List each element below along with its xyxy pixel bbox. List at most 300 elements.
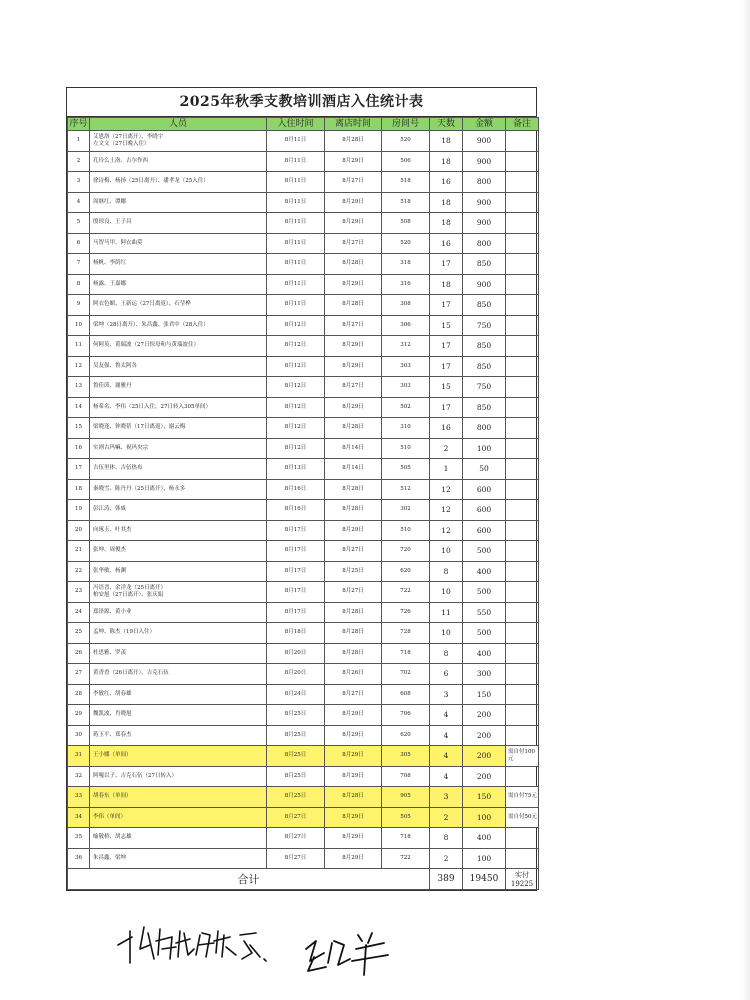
room-number: 510: [382, 438, 430, 459]
guest-names: 周继红、谭娜: [90, 192, 267, 213]
room-number: 518: [382, 192, 430, 213]
total-amount: 19450: [463, 869, 506, 890]
days-count: 16: [430, 418, 463, 439]
checkout-date: 8月29日: [325, 520, 382, 541]
checkin-date: 8月25日: [267, 746, 325, 767]
days-count: 4: [430, 746, 463, 767]
note: 需自付50元: [506, 807, 539, 828]
days-count: 1: [430, 459, 463, 480]
table-row: [68, 664, 539, 685]
checkout-date: 8月28日: [325, 479, 382, 500]
note: [506, 438, 539, 459]
amount: 600: [463, 520, 506, 541]
guest-names: 胡春东（单间）: [90, 787, 267, 808]
room-number: 718: [382, 828, 430, 849]
table-row: [68, 582, 539, 603]
amount: 850: [463, 295, 506, 316]
row-number: 8: [68, 274, 90, 295]
guest-names: 杨希名、李伟（25日入住，27日转入305单间）: [90, 397, 267, 418]
days-count: 8: [430, 828, 463, 849]
note: [506, 520, 539, 541]
amount: 200: [463, 705, 506, 726]
room-number: 620: [382, 561, 430, 582]
amount: 750: [463, 377, 506, 398]
guest-names: 彭江涛、韩威: [90, 500, 267, 521]
row-number: 9: [68, 295, 90, 316]
guest-names: 冯语晋、余洋龙（25日离开） 柏安旭（27日离开）、张庆娟: [90, 582, 267, 603]
row-number: 12: [68, 356, 90, 377]
guest-names: 鲁佳茵、谢雅丹: [90, 377, 267, 398]
note: [506, 602, 539, 623]
amount: 500: [463, 541, 506, 562]
checkin-date: 8月24日: [267, 684, 325, 705]
checkout-date: 8月27日: [325, 541, 382, 562]
guest-names: 王小娜（单间）: [90, 746, 267, 767]
note: [506, 377, 539, 398]
amount: 550: [463, 602, 506, 623]
note: [506, 643, 539, 664]
checkin-date: 8月12日: [267, 356, 325, 377]
checkin-date: 8月12日: [267, 336, 325, 357]
guest-names: 杨帆、李荫红: [90, 254, 267, 275]
guest-names: 阿嘎以子、吉克石伍（27日转入）: [90, 766, 267, 787]
checkout-date: 8月28日: [325, 500, 382, 521]
checkin-date: 8月11日: [267, 233, 325, 254]
row-number: 19: [68, 500, 90, 521]
row-number: 20: [68, 520, 90, 541]
room-number: 505: [382, 459, 430, 480]
amount: 900: [463, 151, 506, 172]
checkout-date: 8月29日: [325, 705, 382, 726]
note: [506, 684, 539, 705]
row-number: 18: [68, 479, 90, 500]
room-number: 502: [382, 397, 430, 418]
checkin-date: 8月17日: [267, 541, 325, 562]
note: [506, 766, 539, 787]
table-row: [68, 295, 539, 316]
table-row: [68, 274, 539, 295]
table-row: [68, 848, 539, 869]
days-count: 12: [430, 500, 463, 521]
days-count: 17: [430, 295, 463, 316]
checkout-date: 8月27日: [325, 233, 382, 254]
note: [506, 356, 539, 377]
note: [506, 418, 539, 439]
checkin-date: 8月18日: [267, 623, 325, 644]
amount: 150: [463, 787, 506, 808]
checkin-date: 8月12日: [267, 418, 325, 439]
checkout-date: 8月28日: [325, 131, 382, 152]
note: [506, 582, 539, 603]
room-number: 318: [382, 254, 430, 275]
checkout-date: 8月29日: [325, 336, 382, 357]
amount: 850: [463, 336, 506, 357]
row-number: 3: [68, 172, 90, 193]
room-number: 706: [382, 705, 430, 726]
days-count: 4: [430, 705, 463, 726]
days-count: 17: [430, 356, 463, 377]
checkin-date: 8月17日: [267, 561, 325, 582]
amount: 600: [463, 479, 506, 500]
table-row: [68, 828, 539, 849]
hotel-stay-table-sheet: [66, 87, 537, 891]
checkin-date: 8月25日: [267, 705, 325, 726]
row-number: 28: [68, 684, 90, 705]
note: [506, 151, 539, 172]
checkout-date: 8月29日: [325, 213, 382, 234]
checkin-date: 8月11日: [267, 192, 325, 213]
amount: 750: [463, 315, 506, 336]
row-number: 2: [68, 151, 90, 172]
table-row: [68, 356, 539, 377]
stay-table: [67, 117, 539, 890]
table-row: [68, 418, 539, 439]
checkout-date: 8月14日: [325, 459, 382, 480]
amount: 900: [463, 274, 506, 295]
checkout-date: 8月14日: [325, 438, 382, 459]
room-number: 303: [382, 356, 430, 377]
amount: 850: [463, 254, 506, 275]
days-count: 16: [430, 233, 463, 254]
amount: 100: [463, 807, 506, 828]
note: [506, 479, 539, 500]
table-row: [68, 459, 539, 480]
days-count: 8: [430, 643, 463, 664]
room-number: 620: [382, 725, 430, 746]
amount: 200: [463, 766, 506, 787]
days-count: 12: [430, 520, 463, 541]
total-days: 389: [430, 869, 463, 890]
total-paid: 实付19225: [506, 869, 539, 890]
guest-names: 实则古玛嘛、祝玛央宗: [90, 438, 267, 459]
checkin-date: 8月12日: [267, 438, 325, 459]
table-row: [68, 602, 539, 623]
checkout-date: 8月28日: [325, 254, 382, 275]
checkin-date: 8月27日: [267, 828, 325, 849]
checkin-date: 8月27日: [267, 807, 325, 828]
amount: 400: [463, 828, 506, 849]
row-number: 30: [68, 725, 90, 746]
row-number: 35: [68, 828, 90, 849]
checkin-date: 8月25日: [267, 787, 325, 808]
row-number: 1: [68, 131, 90, 152]
checkin-date: 8月20日: [267, 643, 325, 664]
guest-names: 徐诗梅、杨扬（25日离开）、潘孝龙（25入住）: [90, 172, 267, 193]
checkout-date: 8月29日: [325, 746, 382, 767]
table-row: [68, 807, 539, 828]
row-number: 4: [68, 192, 90, 213]
checkout-date: 8月29日: [325, 807, 382, 828]
checkout-date: 8月29日: [325, 725, 382, 746]
days-count: 18: [430, 151, 463, 172]
header-cell: 金额: [463, 118, 506, 131]
row-number: 32: [68, 766, 90, 787]
note: [506, 213, 539, 234]
note: [506, 828, 539, 849]
guest-names: 朱昌鑫、梁坤: [90, 848, 267, 869]
days-count: 17: [430, 254, 463, 275]
header-cell: 序号: [69, 118, 88, 129]
row-number: 15: [68, 418, 90, 439]
checkin-date: 8月25日: [267, 725, 325, 746]
guest-names: 秦晓雪、陈丹丹（25日离开）、杨永多: [90, 479, 267, 500]
room-number: 905: [382, 787, 430, 808]
room-number: 518: [382, 172, 430, 193]
days-count: 18: [430, 192, 463, 213]
room-number: 312: [382, 336, 430, 357]
days-count: 18: [430, 131, 463, 152]
room-number: 508: [382, 213, 430, 234]
days-count: 2: [430, 438, 463, 459]
table-row: [68, 766, 539, 787]
amount: 800: [463, 418, 506, 439]
amount: 900: [463, 131, 506, 152]
room-number: 722: [382, 582, 430, 603]
note: [506, 336, 539, 357]
table-row: [68, 500, 539, 521]
room-number: 510: [382, 520, 430, 541]
row-number: 33: [68, 787, 90, 808]
row-number: 13: [68, 377, 90, 398]
table-row: [68, 172, 539, 193]
header-cell: 房间号: [382, 118, 430, 131]
note: [506, 295, 539, 316]
header-cell: 人员: [90, 118, 267, 131]
guest-names: 吴友强、鲁太阿各: [90, 356, 267, 377]
note: [506, 561, 539, 582]
note: [506, 315, 539, 336]
note: [506, 664, 539, 685]
header-row: [68, 118, 539, 131]
table-row: [68, 254, 539, 275]
checkout-date: 8月28日: [325, 418, 382, 439]
amount: 500: [463, 582, 506, 603]
days-count: 2: [430, 807, 463, 828]
guest-names: 张华敏、杨渊: [90, 561, 267, 582]
header-cell: 入住时间: [267, 118, 325, 131]
row-number: 14: [68, 397, 90, 418]
table-row: [68, 336, 539, 357]
days-count: 10: [430, 541, 463, 562]
checkin-date: 8月25日: [267, 766, 325, 787]
row-number: 29: [68, 705, 90, 726]
days-count: 4: [430, 725, 463, 746]
note: [506, 254, 539, 275]
table-row: [68, 623, 539, 644]
room-number: 316: [382, 274, 430, 295]
row-number: 31: [68, 746, 90, 767]
amount: 100: [463, 848, 506, 869]
table-row: [68, 438, 539, 459]
row-number: 27: [68, 664, 90, 685]
table-row: [68, 131, 539, 152]
table-title: 2025年秋季支教培训酒店入住统计表: [67, 88, 536, 117]
row-number: 36: [68, 848, 90, 869]
checkin-date: 8月20日: [267, 664, 325, 685]
amount: 400: [463, 643, 506, 664]
page-edge-shadow: [742, 0, 750, 1000]
guest-names: 魏凯波、肖晓旭: [90, 705, 267, 726]
row-number: 22: [68, 561, 90, 582]
row-number: 34: [68, 807, 90, 828]
room-number: 302: [382, 500, 430, 521]
guest-names: 何阿英、黄瑞波（27日惊母和与黄瑞波住）: [90, 336, 267, 357]
amount: 200: [463, 746, 506, 767]
guest-names: 向琢玉、叶其杰: [90, 520, 267, 541]
days-count: 18: [430, 213, 463, 234]
row-number: 26: [68, 643, 90, 664]
room-number: 718: [382, 643, 430, 664]
checkout-date: 8月29日: [325, 828, 382, 849]
days-count: 15: [430, 315, 463, 336]
note: [506, 541, 539, 562]
checkin-date: 8月11日: [267, 151, 325, 172]
checkout-date: 8月27日: [325, 684, 382, 705]
guest-names: 梁晓逢、钟晓蓓（17日离返）、谢云梅: [90, 418, 267, 439]
checkout-date: 8月29日: [325, 848, 382, 869]
days-count: 8: [430, 561, 463, 582]
handwritten-signatures: [110, 905, 430, 985]
days-count: 15: [430, 377, 463, 398]
note: [506, 623, 539, 644]
room-number: 512: [382, 479, 430, 500]
checkin-date: 8月11日: [267, 131, 325, 152]
note: [506, 192, 539, 213]
checkin-date: 8月16日: [267, 500, 325, 521]
amount: 800: [463, 233, 506, 254]
room-number: 520: [382, 131, 430, 152]
guest-names: 殷琼良、王子昌: [90, 213, 267, 234]
amount: 50: [463, 459, 506, 480]
checkout-date: 8月25日: [325, 561, 382, 582]
days-count: 11: [430, 602, 463, 623]
checkin-date: 8月17日: [267, 520, 325, 541]
table-row: [68, 643, 539, 664]
note: [506, 725, 539, 746]
header-cell: 离店时间: [325, 118, 382, 131]
room-number: 720: [382, 541, 430, 562]
guest-names: 孔玲么土洛、吉尔作西: [90, 151, 267, 172]
table-row: [68, 561, 539, 582]
table-row: [68, 705, 539, 726]
table-row: [68, 192, 539, 213]
checkout-date: 8月27日: [325, 582, 382, 603]
guest-names: 吉伍里体、吉伍热布: [90, 459, 267, 480]
note: [506, 172, 539, 193]
table-row: [68, 541, 539, 562]
room-number: 608: [382, 684, 430, 705]
note: [506, 131, 539, 152]
row-number: 6: [68, 233, 90, 254]
amount: 900: [463, 213, 506, 234]
checkin-date: 8月12日: [267, 377, 325, 398]
row-number: 11: [68, 336, 90, 357]
total-row: [68, 869, 539, 890]
guest-names: 郑泽源、黄小业: [90, 602, 267, 623]
checkout-date: 8月29日: [325, 356, 382, 377]
note: 需自付100元: [506, 746, 539, 767]
guest-names: 杨露、王嘉娜: [90, 274, 267, 295]
note: [506, 705, 539, 726]
room-number: 308: [382, 295, 430, 316]
checkin-date: 8月12日: [267, 397, 325, 418]
amount: 900: [463, 192, 506, 213]
checkin-date: 8月11日: [267, 172, 325, 193]
days-count: 2: [430, 848, 463, 869]
table-row: [68, 787, 539, 808]
table-row: [68, 725, 539, 746]
note: [506, 500, 539, 521]
guest-names: 黄香香（26日离开）、吉克石伍: [90, 664, 267, 685]
note: [506, 459, 539, 480]
checkin-date: 8月11日: [267, 254, 325, 275]
amount: 200: [463, 725, 506, 746]
checkout-date: 8月28日: [325, 787, 382, 808]
guest-names: 阿衣色媚、王新运（27日离返）、石莹桦: [90, 295, 267, 316]
room-number: 726: [382, 602, 430, 623]
amount: 850: [463, 397, 506, 418]
note: [506, 233, 539, 254]
amount: 150: [463, 684, 506, 705]
days-count: 10: [430, 623, 463, 644]
checkin-date: 8月11日: [267, 274, 325, 295]
checkin-date: 8月13日: [267, 459, 325, 480]
signature-left: [118, 927, 266, 963]
row-number: 5: [68, 213, 90, 234]
table-row: [68, 684, 539, 705]
room-number: 310: [382, 418, 430, 439]
room-number: 506: [382, 151, 430, 172]
days-count: 17: [430, 397, 463, 418]
days-count: 12: [430, 479, 463, 500]
row-number: 17: [68, 459, 90, 480]
note: [506, 274, 539, 295]
guest-names: 喻敬桥、胡志雄: [90, 828, 267, 849]
days-count: 18: [430, 274, 463, 295]
row-number: 25: [68, 623, 90, 644]
amount: 300: [463, 664, 506, 685]
table-row: [68, 397, 539, 418]
table-row: [68, 151, 539, 172]
room-number: 303: [382, 377, 430, 398]
table-row: [68, 233, 539, 254]
table-row: [68, 213, 539, 234]
room-number: 702: [382, 664, 430, 685]
days-count: 16: [430, 172, 463, 193]
guest-names: 李敏红、胡春雄: [90, 684, 267, 705]
checkout-date: 8月28日: [325, 643, 382, 664]
room-number: 520: [382, 233, 430, 254]
checkin-date: 8月12日: [267, 315, 325, 336]
checkin-date: 8月27日: [267, 848, 325, 869]
row-number: 16: [68, 438, 90, 459]
days-count: 3: [430, 787, 463, 808]
row-number: 24: [68, 602, 90, 623]
table-body: [68, 131, 539, 869]
checkout-date: 8月28日: [325, 602, 382, 623]
table-row: [68, 746, 539, 767]
checkout-date: 8月27日: [325, 172, 382, 193]
amount: 600: [463, 500, 506, 521]
signature-right: [306, 933, 388, 975]
checkout-date: 8月29日: [325, 151, 382, 172]
room-number: 505: [382, 807, 430, 828]
checkin-date: 8月17日: [267, 602, 325, 623]
checkout-date: 8月28日: [325, 295, 382, 316]
header-cell: 备注: [506, 118, 539, 131]
guest-names: 梁坤（28日离开）、朱昌鑫、张君中（28入住）: [90, 315, 267, 336]
amount: 500: [463, 623, 506, 644]
